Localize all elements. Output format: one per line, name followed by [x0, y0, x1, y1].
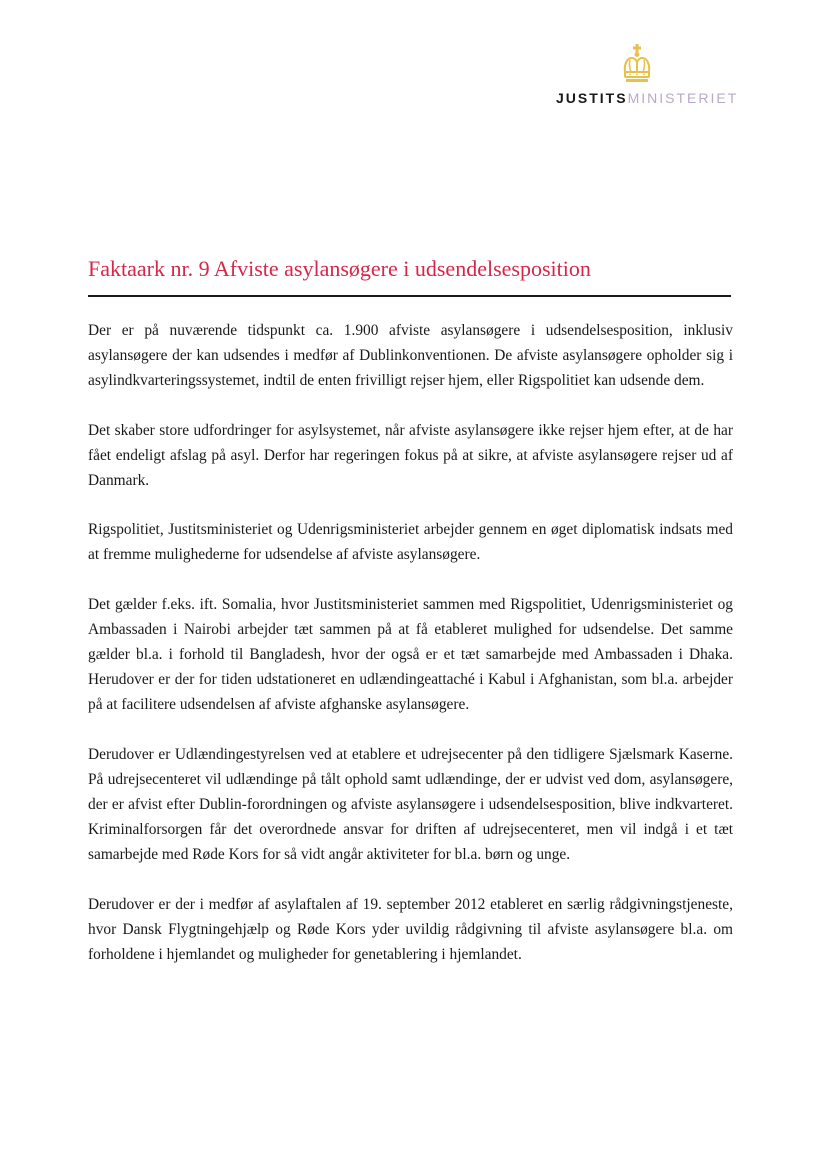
paragraph-1: Der er på nuværende tidspunkt ca. 1.900 afviste asylansøgere i udsendelsesposition, inklusiv asylansøgere der kan udsendes i medfør af Dublinkonventionen. De afviste asylansøgere opholder sig i asylindkvarteringssystemet, indtil de enten frivilligt rejser hjem, eller Rigspolitiet kan udsende dem. [88, 322, 733, 390]
page-title: Faktaark nr. 9 Afviste asylansøgere i udsendelsesposition [88, 256, 591, 281]
title-divider [88, 295, 731, 297]
paragraph-4: Det gælder f.eks. ift. Somalia, hvor Justitsministeriet sammen med Rigspolitiet, Udenrigsministeriet og Ambassaden i Nairobi arbejder tæt sammen på at få etableret mulighed for udsendelse. Det samme gælder bl.a. i forhold til Bangladesh, hvor der også er et tæt samarbejde med Ambassaden i Dhaka. Herudover er der for tiden udstationeret en udlændingeattaché i Kabul i Afghanistan, som bl.a. arbejder på at facilitere udsendelsen af afviste afghanske asylansøgere. [88, 595, 733, 714]
document-body [88, 318, 733, 991]
paragraph-3: Rigspolitiet, Justitsministeriet og Udenrigsministeriet arbejder gennem en øget diplomatisk indsats med at fremme mulighederne for udsendelse af afviste asylansøgere. [88, 521, 733, 564]
crown-logo-icon [622, 44, 652, 84]
paragraph-6: Derudover er der i medfør af asylaftalen af 19. september 2012 etableret en særlig rådgivningstjeneste, hvor Dansk Flygtningehjælp og Røde Kors yder uvildig rådgivning til afviste asylansøgere bl.a. om forholdene i hjemlandet og muligheder for genetablering i hjemlandet. [88, 895, 733, 964]
paragraph-2: Det skaber store udfordringer for asylsystemet, når afviste asylansøgere ikke rejser hjem efter, at de har fået endeligt afslag på asyl. Derfor har regeringen fokus på at sikre, at afviste asylansøgere rejser ud af Danmark. [88, 421, 733, 490]
ministry-name [556, 90, 738, 106]
paragraph-5: Derudover er Udlændingestyrelsen ved at etablere et udrejsecenter på den tidligere Sjælsmark Kaserne. På udrejsecenteret vil udlændinge på tålt ophold samt udlændinge, der er udvist ved dom, asylansøgere, der er afvist efter Dublin-forordningen og afviste asylansøgere i udsendelsesposition, blive indkvarteret. Kriminalforsorgen får det overordnede ansvar for driften af udrejsecenteret, men vil indgå i et tæt samarbejde med Røde Kors for så vidt angår aktiviteter for bl.a. børn og unge. [88, 745, 733, 864]
ministry-name-part1: JUSTITS [556, 90, 628, 106]
ministry-name-part2: MINISTERIET [627, 90, 739, 106]
